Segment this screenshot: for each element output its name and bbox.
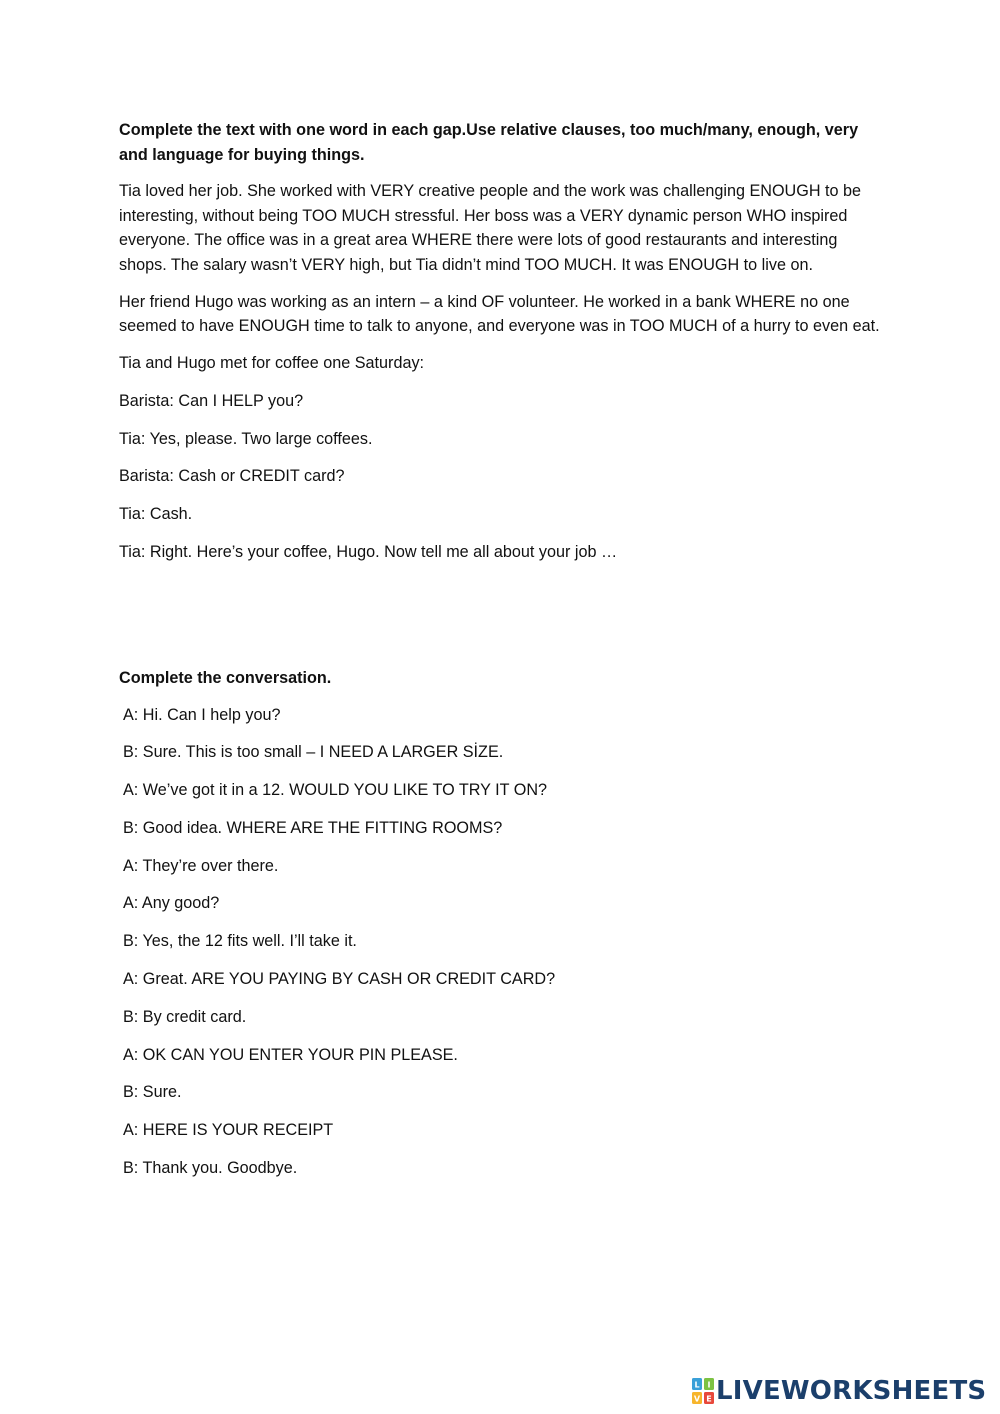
liveworksheets-logo-icon xyxy=(692,1378,714,1404)
story-line: Tia and Hugo met for coffee one Saturday: xyxy=(119,354,425,372)
conversation-line: B: Sure. xyxy=(123,1083,182,1102)
liveworksheets-logo-text: LIVEWORKSHEETS xyxy=(716,1376,987,1406)
section-one-instruction: Complete the text with one word in each gap.Use relative clauses, too much/many, enough, very and language for buying things. xyxy=(119,121,859,164)
story-line: Tia: Yes, please. Two large coffees. xyxy=(119,429,373,448)
paragraph-hugo-intern: Her friend Hugo was working as an intern – a kind OF volunteer. He worked in a bank WHERE no one seemed to have ENOUGH time to talk to anyone, and everyone was in TOO MUCH of a hurry to even eat. xyxy=(119,292,880,335)
section-two xyxy=(119,666,889,1194)
paragraph-tia-job: Tia loved her job. She worked with VERY creative people and the work was challenging ENOUGH to be interesting, without being TOO MUCH stressful. Her boss was a VERY dynamic person WHO inspired everyone. The office was in a great area WHERE there were lots of good restaurants and interesting shops. The salary wasn’t VERY high, but Tia didn’t mind TOO MUCH. It was ENOUGH to live on. xyxy=(119,182,862,274)
conversation-line: B: By credit card. xyxy=(123,1007,247,1026)
logo-letter: E xyxy=(706,1394,712,1404)
liveworksheets-logo[interactable] xyxy=(692,1374,986,1408)
story-line: Barista: Cash or CREDIT card? xyxy=(119,467,345,486)
logo-letter: I xyxy=(707,1380,711,1390)
conversation-line: A: Great. ARE YOU PAYING BY CASH OR CREDIT CARD? xyxy=(123,970,556,989)
story-line: Barista: Can I HELP you? xyxy=(119,391,304,410)
conversation-line: B: Thank you. Goodbye. xyxy=(123,1159,298,1178)
logo-letter: V xyxy=(693,1394,701,1404)
conversation-line: A: HERE IS YOUR RECEIPT xyxy=(123,1121,334,1140)
story-line: Tia: Cash. xyxy=(119,505,193,524)
conversation-line: A: OK CAN YOU ENTER YOUR PIN PLEASE. xyxy=(123,1045,458,1064)
conversation-line: A: We’ve got it in a 12. WOULD YOU LIKE TO TRY IT ON? xyxy=(123,781,548,800)
conversation-line: B: Yes, the 12 fits well. I’ll take it. xyxy=(123,932,357,951)
section-one xyxy=(119,118,889,578)
conversation-line: B: Sure. This is too small – I NEED A LARGER SİZE. xyxy=(123,743,504,762)
conversation-line: A: They’re over there. xyxy=(123,856,279,875)
conversation-line: A: Hi. Can I help you? xyxy=(123,705,281,724)
conversation-line: A: Any good? xyxy=(123,894,220,913)
section-two-instruction: Complete the conversation. xyxy=(119,669,332,687)
conversation-line: B: Good idea. WHERE ARE THE FITTING ROOMS? xyxy=(123,818,503,837)
logo-letter: L xyxy=(694,1380,700,1390)
story-line: Tia: Right. Here’s your coffee, Hugo. Now tell me all about your job … xyxy=(119,542,618,561)
